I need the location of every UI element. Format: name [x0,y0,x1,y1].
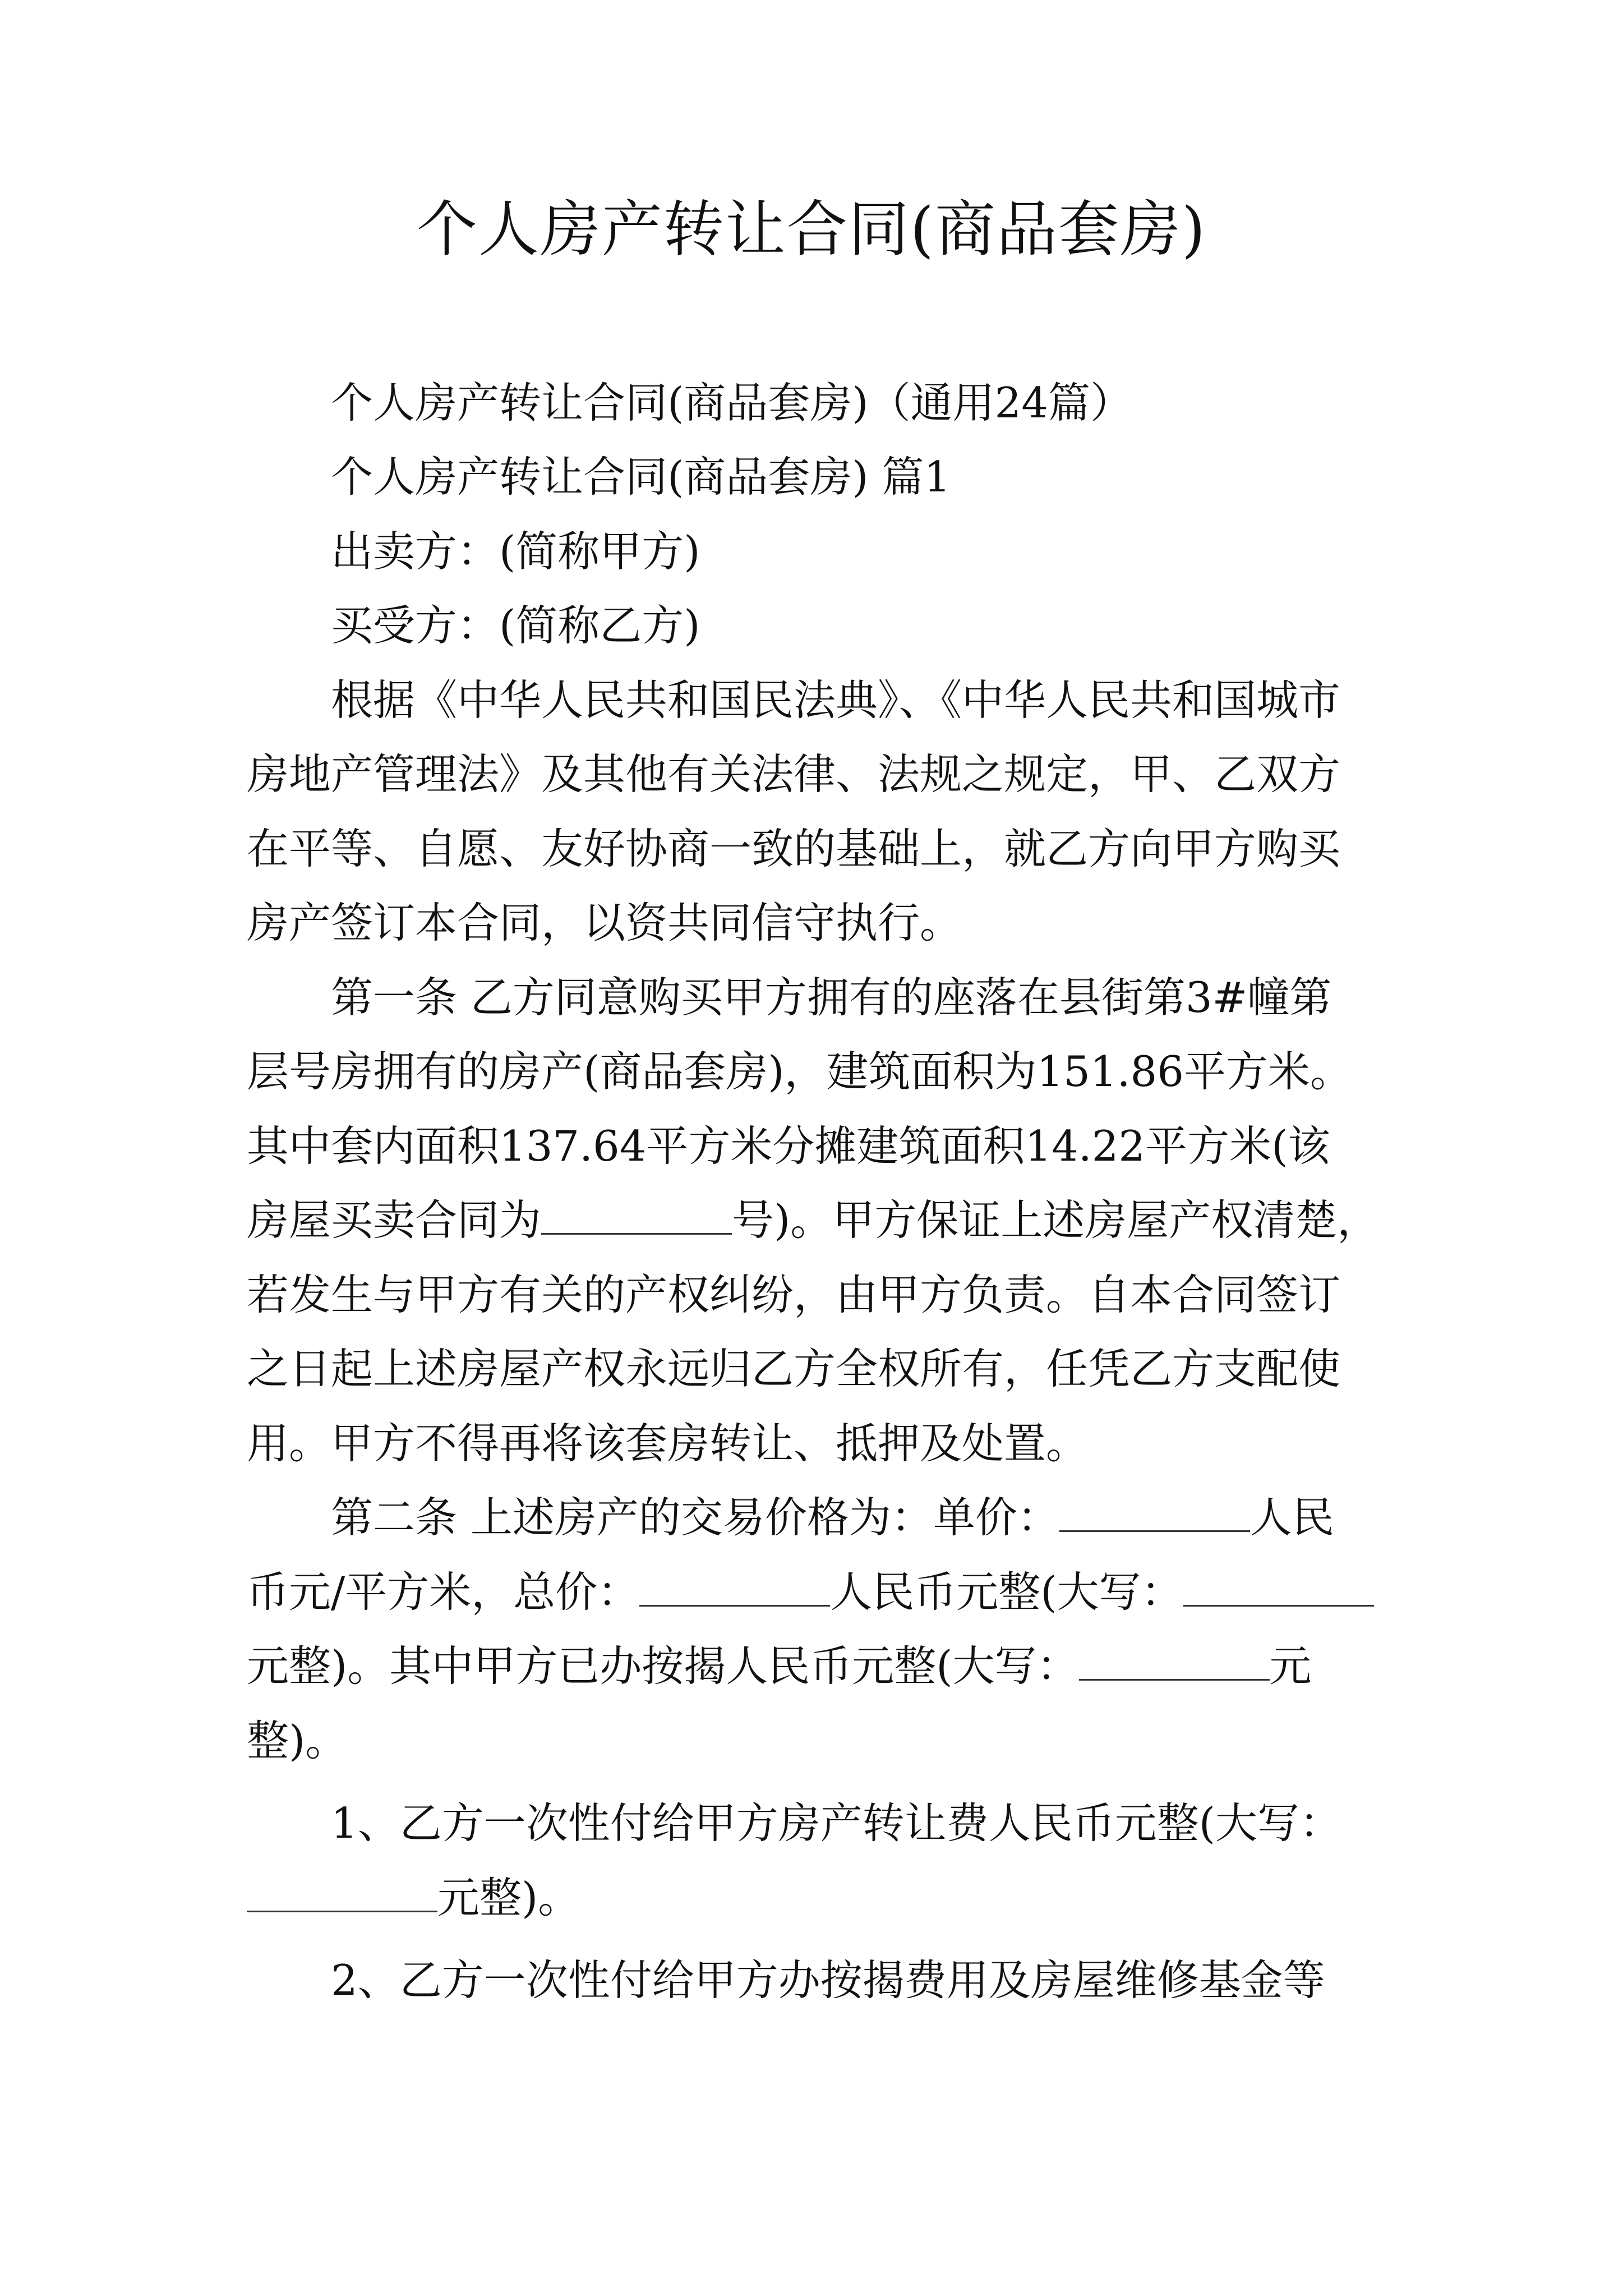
paragraph-line [247,1564,1623,1620]
paragraph-line: 若发生与甲方有关的产权纠纷，由甲方负责。自本合同签订 [247,1270,1341,1319]
paragraph-line [247,1870,1623,1926]
paragraph-line [331,1489,1623,1545]
line-text: 第二条 上述房产的交易价格为：单价： [331,1493,1059,1542]
paragraph-line: 房地产管理法》及其他有关法律、法规之规定，甲、乙双方 [247,749,1341,799]
document-title: 个人房产转让合同(商品套房) [416,195,1207,265]
fill-blank [541,1199,732,1235]
line-text: 元整)。 [437,1873,580,1922]
buyer-line: 买受方：(简称乙方) [331,601,700,650]
subtitle-general: 个人房产转让合同(商品套房)（通用24篇） [331,378,1132,427]
paragraph-line: 层号房拥有的房产(商品套房)，建筑面积为151.86平方米。 [247,1047,1352,1096]
line-text: 元 [1269,1641,1312,1691]
line-text: 人民币元整(大写： [830,1567,1183,1617]
fill-blank [1183,1571,1374,1607]
paragraph-line [247,1638,1623,1694]
paragraph-line: 第一条 乙方同意购买甲方拥有的座落在县街第3#幢第 [331,973,1332,1022]
paragraph-line: 其中套内面积137.64平方米分摊建筑面积14.22平方米(该 [247,1121,1330,1171]
paragraph-line: 之日起上述房屋产权永远归乙方全权所有，任凭乙方支配使 [247,1344,1341,1393]
line-text: 房屋买卖合同为 [247,1195,542,1245]
line-text: 元整)。其中甲方已办按揭人民币元整(大写： [247,1641,1079,1691]
line-text: 号)。甲方保证上述房屋产权清楚， [732,1195,1380,1245]
seller-line: 出卖方：(简称甲方) [331,527,700,576]
paragraph-line [247,1192,1623,1248]
line-text: 人民 [1249,1493,1334,1542]
fill-blank [639,1571,830,1607]
paragraph-line: 根据《中华人民共和国民法典》、《中华人民共和国城市 [331,675,1341,725]
fill-blank [1059,1497,1250,1532]
paragraph-line: 房产签订本合同，以资共同信守执行。 [247,898,962,947]
article-heading: 个人房产转让合同(商品套房) 篇1 [331,452,951,501]
paragraph-line: 1、乙方一次性付给甲方房产转让费人民币元整(大写： [331,1798,1341,1848]
fill-blank [247,1877,437,1912]
fill-blank [1079,1645,1270,1681]
paragraph-line: 整)。 [247,1716,348,1765]
paragraph-line: 在平等、自愿、友好协商一致的基础上，就乙方向甲方购买 [247,824,1341,873]
paragraph-line: 用。甲方不得再将该套房转让、抵押及处置。 [247,1419,1089,1468]
paragraph-line: 2、乙方一次性付给甲方办按揭费用及房屋维修基金等 [331,1955,1325,2005]
line-text: 币元/平方米，总价： [247,1567,640,1617]
